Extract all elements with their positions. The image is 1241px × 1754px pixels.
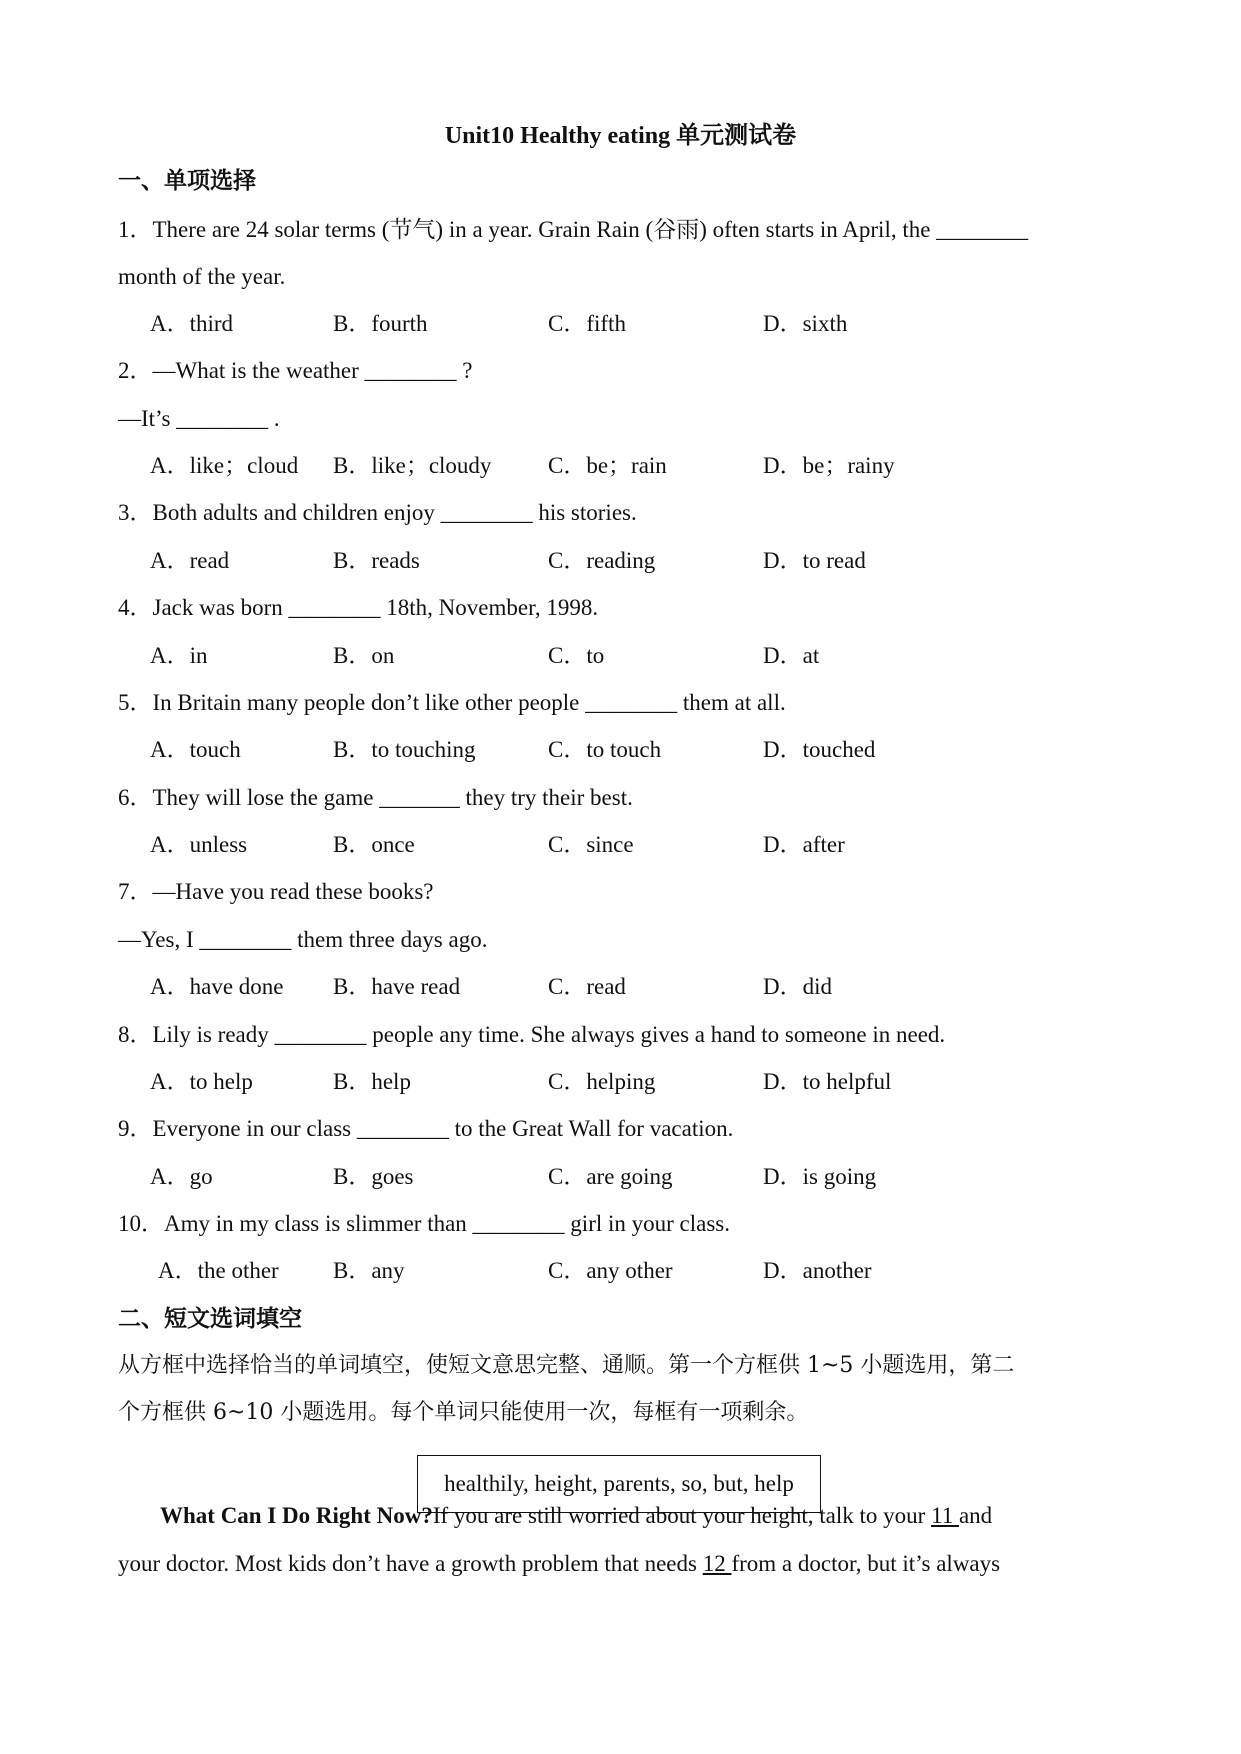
blank-12[interactable]: 12: [702, 1551, 732, 1576]
passage-text: and: [958, 1503, 993, 1528]
passage-line: [118, 1549, 1000, 1579]
option-c: C．be；rain: [548, 453, 667, 478]
passage-text: If you are still worried about your height, talk to your: [432, 1503, 932, 1528]
option-a: A．the other: [158, 1258, 279, 1283]
page-title: Unit10 Healthy eating 单元测试卷: [444, 123, 797, 149]
option-d: D．sixth: [763, 311, 848, 336]
word-box: healthily, height, parents, so, but, help: [417, 1455, 821, 1513]
section-heading: 二、短文选词填空: [118, 1306, 302, 1331]
question-text: —It’s ________ .: [118, 406, 280, 431]
question-text: 6．They will lose the game _______ they try their best.: [118, 785, 633, 810]
option-a: A．touch: [150, 737, 241, 762]
option-b: B．have read: [333, 974, 461, 999]
option-d: D．at: [763, 643, 820, 668]
option-a: A．go: [150, 1164, 213, 1189]
option-a: A．have done: [150, 974, 284, 999]
question-text: 2．—What is the weather ________ ?: [118, 358, 473, 383]
option-b: B．on: [333, 643, 395, 668]
question-text: 7．—Have you read these books?: [118, 879, 434, 904]
passage-line: [160, 1501, 992, 1531]
option-d: D．to helpful: [763, 1069, 892, 1094]
option-b: B．to touching: [333, 737, 476, 762]
option-a: A．third: [150, 311, 234, 336]
option-c: C．since: [548, 832, 634, 857]
option-c: C．reading: [548, 548, 656, 573]
option-a: A．in: [150, 643, 208, 668]
option-c: C．fifth: [548, 311, 626, 336]
question-text: 9．Everyone in our class ________ to the Great Wall for vacation.: [118, 1116, 734, 1141]
option-c: C．read: [548, 974, 626, 999]
blank-11[interactable]: 11: [931, 1503, 959, 1528]
option-a: A．to help: [150, 1069, 253, 1094]
option-b: B．help: [333, 1069, 411, 1094]
question-text: 8．Lily is ready ________ people any time. She always gives a hand to someone in need.: [118, 1022, 946, 1047]
option-a: A．read: [150, 548, 230, 573]
option-d: D．after: [763, 832, 845, 857]
instructions-line: 个方框供 6~10 小题选用。每个单词只能使用一次，每框有一项剩余。: [118, 1400, 809, 1425]
option-c: C．to touch: [548, 737, 662, 762]
option-d: D．be；rainy: [763, 453, 895, 478]
option-a: A．like；cloud: [150, 453, 299, 478]
question-text: 5．In Britain many people don’t like other people ________ them at all.: [118, 690, 786, 715]
option-d: D．is going: [763, 1164, 877, 1189]
question-text: 1．There are 24 solar terms (节气) in a year. Grain Rain (谷雨) often starts in April, the ________: [118, 217, 1029, 242]
option-d: D．touched: [763, 737, 876, 762]
option-b: B．like；cloudy: [333, 453, 492, 478]
passage-heading: What Can I Do Right Now?: [160, 1503, 433, 1528]
passage-text: your doctor. Most kids don’t have a growth problem that needs: [118, 1551, 703, 1576]
option-c: C．any other: [548, 1258, 673, 1283]
question-text: 4．Jack was born ________ 18th, November, 1998.: [118, 595, 599, 620]
option-b: B．once: [333, 832, 415, 857]
question-text: —Yes, I ________ them three days ago.: [118, 927, 488, 952]
option-b: B．fourth: [333, 311, 428, 336]
option-b: B．any: [333, 1258, 405, 1283]
option-d: D．did: [763, 974, 832, 999]
option-d: D．another: [763, 1258, 872, 1283]
section-heading: 一、单项选择: [118, 168, 256, 193]
instructions-line: 从方框中选择恰当的单词填空，使短文意思完整、通顺。第一个方框供 1~5 小题选用，第二: [118, 1353, 1015, 1378]
option-b: B．reads: [333, 548, 420, 573]
option-c: C．to: [548, 643, 605, 668]
question-text: 3．Both adults and children enjoy ________ his stories.: [118, 500, 637, 525]
option-c: C．are going: [548, 1164, 673, 1189]
option-d: D．to read: [763, 548, 866, 573]
option-b: B．goes: [333, 1164, 414, 1189]
option-a: A．unless: [150, 832, 248, 857]
question-text: 10．Amy in my class is slimmer than ________ girl in your class.: [118, 1211, 731, 1236]
passage-text: from a doctor, but it’s always: [731, 1551, 1001, 1576]
option-c: C．helping: [548, 1069, 656, 1094]
question-text: month of the year.: [118, 264, 286, 289]
